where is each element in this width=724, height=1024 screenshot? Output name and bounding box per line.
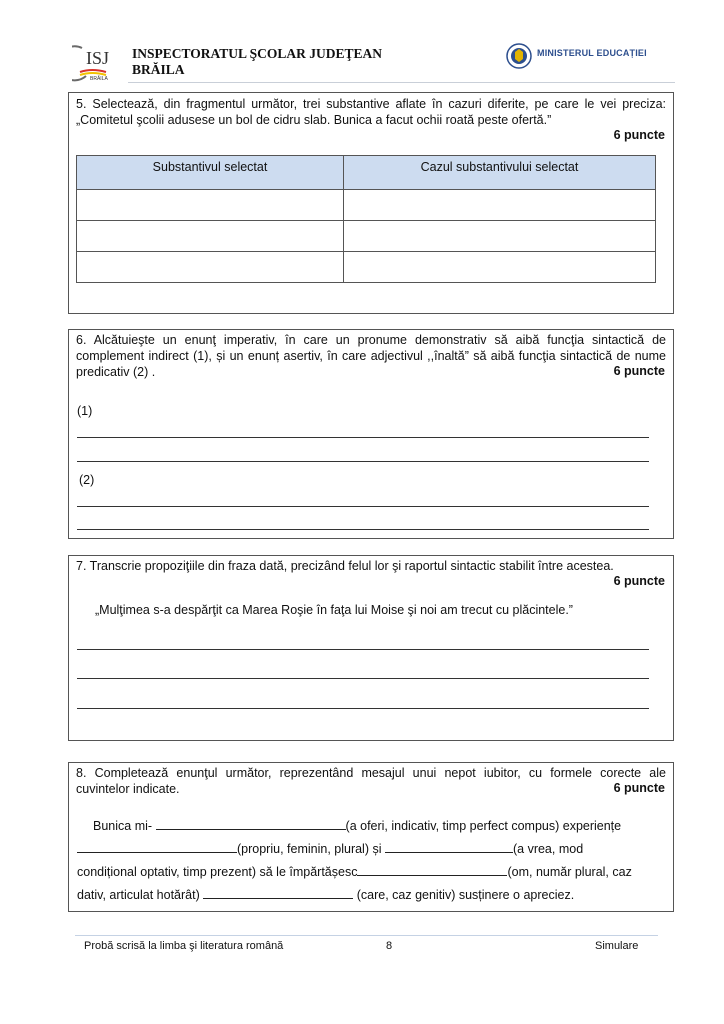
fill-blank-3[interactable]	[385, 839, 513, 853]
question-5-text: 5. Selectează, din fragmentul următor, trei substantive aflate în cazuri diferite, pe care le vei preciza: „Comitetul şcolii adusese un bol de cidru slab. Bunica a facut ochii roată peste ofertă.”	[76, 97, 666, 127]
answer-cell[interactable]	[344, 190, 656, 221]
table-header-noun: Substantivul selectat	[77, 156, 344, 190]
answer-line[interactable]	[77, 708, 649, 709]
fill-blank-2[interactable]	[77, 839, 237, 853]
question-8-text: 8. Completează enunţul următor, reprezentând mesajul unui nepot iubitor, cu formele corecte ale cuvintelor indicate.	[76, 766, 666, 796]
answer-cell[interactable]	[344, 221, 656, 252]
inspectorate-title-line2: BRĂILA	[132, 62, 185, 77]
inspectorate-title-line1: INSPECTORATUL ŞCOLAR JUDEŢEAN	[132, 46, 383, 61]
isj-logo	[72, 42, 124, 82]
question-7-text: 7. Transcrie propoziţiile din fraza dată, precizând felul lor şi raportul sintactic stabilit între acestea.	[76, 559, 614, 573]
answer-cell[interactable]	[344, 252, 656, 283]
answer-line[interactable]	[77, 437, 649, 438]
answer-table	[76, 155, 656, 283]
answer-label-1: (1)	[77, 404, 93, 418]
footer-exam-title: Probă scrisă la limba şi literatura română	[84, 940, 284, 952]
question-8-box	[68, 762, 674, 912]
inspectorate-title	[132, 46, 382, 78]
question-7-quote: „Mulţimea s-a despărţit ca Marea Roşie în faţa lui Moise şi noi am trecut cu plăcintele.”	[95, 603, 573, 617]
answer-line[interactable]	[77, 506, 649, 507]
svg-text:BRĂILA: BRĂILA	[90, 76, 108, 82]
fill-sentence-line-1: Bunica mi- (a oferi, indicativ, timp perfect compus) experiențe	[93, 815, 665, 837]
ministry-logo	[505, 42, 675, 70]
header-divider	[128, 82, 675, 83]
answer-line[interactable]	[77, 529, 649, 530]
page-number: 8	[386, 940, 393, 952]
fill-blank-4[interactable]	[357, 862, 507, 876]
ministry-crest-icon	[505, 42, 533, 70]
question-6-text: 6. Alcătuieşte un enunţ imperativ, în care un pronume demonstrativ să aibă funcţia sintactică de complement indirect (1), și un enunț asertiv, în care adjectivul ,,înaltă” să aibă funcţia sintactică de nume predicativ (2) .	[76, 333, 666, 379]
question-7-points: 6 puncte	[613, 574, 665, 588]
answer-line[interactable]	[77, 678, 649, 679]
fill-sentence-line-3: condițional optativ, timp prezent) să le împărtășesc (om, număr plural, caz	[77, 861, 665, 883]
question-8-points: 6 puncte	[613, 781, 665, 795]
answer-cell[interactable]	[77, 221, 344, 252]
fill-sentence-line-2: (propriu, feminin, plural) și (a vrea, mod	[77, 838, 665, 860]
answer-cell[interactable]	[77, 252, 344, 283]
table-row	[77, 190, 656, 221]
answer-label-2: (2)	[79, 473, 95, 487]
answer-line[interactable]	[77, 649, 649, 650]
table-row	[77, 221, 656, 252]
table-header-case: Cazul substantivului selectat	[344, 156, 656, 190]
ministry-name: MINISTERUL EDUCAȚIEI	[537, 48, 647, 58]
question-7-box	[68, 555, 674, 741]
question-5-box	[68, 92, 674, 314]
question-6-box	[68, 329, 674, 539]
question-5-points: 6 puncte	[613, 128, 665, 142]
question-6-points: 6 puncte	[613, 364, 665, 378]
fill-blank-1[interactable]	[156, 816, 346, 830]
footer-simulation-label: Simulare	[595, 940, 639, 952]
fill-blank-5[interactable]	[203, 885, 353, 899]
answer-cell[interactable]	[77, 190, 344, 221]
footer-divider	[75, 935, 658, 936]
table-row	[77, 252, 656, 283]
fill-sentence-line-4: dativ, articulat hotărât) (care, caz genitiv) susținere o apreciez.	[77, 884, 665, 906]
svg-text:ISJ: ISJ	[86, 48, 110, 68]
answer-line[interactable]	[77, 461, 649, 462]
